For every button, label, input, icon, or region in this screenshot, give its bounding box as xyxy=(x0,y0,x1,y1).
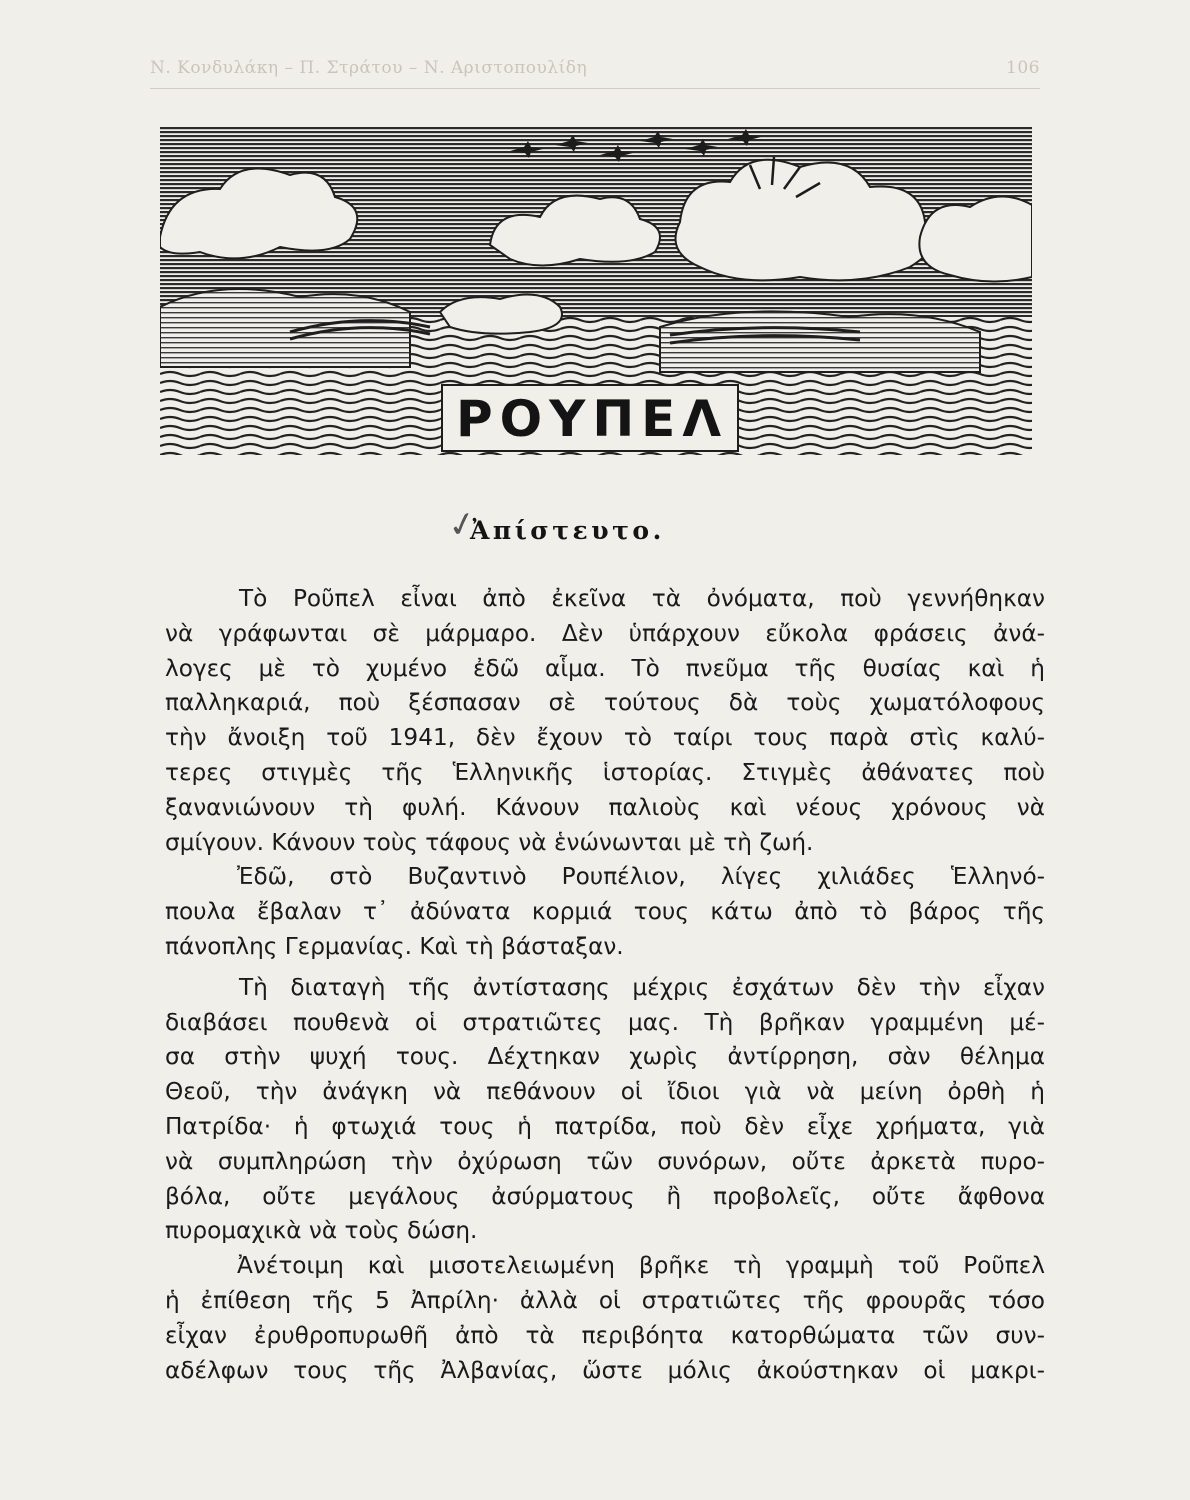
text-line: εἶχαν ἐρυθροπυρωθῆ ἀπὸ τὰ περιβόητα κατορθώματα τῶν συν- xyxy=(165,1321,1045,1349)
text-line: αδέλφων τους τῆς Ἀλβανίας, ὥστε μόλις ἀκούστηκαν οἱ μακρι- xyxy=(165,1356,1045,1384)
text-line: σμίγουν. Κάνουν τοὺς τάφους νὰ ἑνώνωνται μὲ τὴ ζωή. xyxy=(165,828,814,856)
pen-check-mark: ✓ xyxy=(444,502,481,548)
text-line: Τὸ Ροῦπελ εἶναι ἀπὸ ἐκεῖνα τὰ ὀνόματα, ποὺ γεννήθηκαν xyxy=(239,585,1045,612)
text-line: Τὴ διαταγὴ τῆς ἀντίστασης μέχρις ἐσχάτων δὲν τὴν εἶχαν xyxy=(239,973,1045,1001)
paragraph-3 xyxy=(165,971,1045,1249)
running-head xyxy=(150,58,1040,89)
text-line: νὰ συμπληρώση τὴν ὀχύρωση τῶν συνόρων, οὔτε ἀρκετὰ πυρο- xyxy=(165,1147,1045,1175)
page-number: 106 xyxy=(1006,58,1040,78)
text-line: διαβάσει πουθενὰ οἱ στρατιῶτες μας. Τὴ βρῆκαν γραμμένη μέ- xyxy=(165,1008,1045,1036)
text-line: παλληκαριά, ποὺ ξέσπασαν σὲ τούτους δὰ τοὺς χωματόλοφους xyxy=(165,689,1045,717)
text-line: Πατρίδα· ἡ φτωχιά τους ἡ πατρίδα, ποὺ δὲν εἶχε χρήματα, γιὰ xyxy=(165,1112,1045,1140)
text-line: τὴν ἄνοιξη τοῦ 1941, δὲν ἔχουν τὸ ταίρι τους παρὰ στὶς καλύ- xyxy=(165,724,1045,752)
text-line: λογες μὲ τὸ χυμένο ἐδῶ αἷμα. Τὸ πνεῦμα τῆς θυσίας καὶ ἡ xyxy=(165,654,1045,682)
section-heading: Ἀπίστευτο. xyxy=(470,516,665,545)
paragraph-1 xyxy=(165,582,1045,860)
text-line: Θεοῦ, τὴν ἀνάγκη νὰ πεθάνουν οἱ ἴδιοι γιὰ νὰ μείνη ὀρθὴ ἡ xyxy=(165,1078,1045,1106)
paragraph-2 xyxy=(165,860,1045,964)
running-head-authors: Ν. Κονδυλάκη – Π. Στράτου – Ν. Αριστοπουλίδη xyxy=(150,58,588,78)
text-line: πουλα ἔβαλαν τ᾽ ἀδύνατα κορμιά τους κάτω ἀπὸ τὸ βάρος τῆς xyxy=(165,898,1045,926)
text-line: πάνοπλης Γερμανίας. Καὶ τὴ βάσταξαν. xyxy=(165,932,624,960)
illustration-title: ΡΟΥΠΕΛ xyxy=(455,390,729,448)
paragraph-4 xyxy=(165,1249,1045,1388)
text-line: τερες στιγμὲς τῆς Ἑλληνικῆς ἱστορίας. Στιγμὲς ἀθάνατες ποὺ xyxy=(165,758,1045,786)
text-line: πυρομαχικὰ νὰ τοὺς δώση. xyxy=(165,1217,478,1245)
body-text xyxy=(165,582,1045,1388)
text-line: σα στὴν ψυχή τους. Δέχτηκαν χωρὶς ἀντίρρηση, σὰν θέλημα xyxy=(165,1043,1045,1071)
text-line: Ἀνέτοιμη καὶ μισοτελειωμένη βρῆκε τὴ γραμμὴ τοῦ Ροῦπελ xyxy=(237,1252,1045,1280)
text-line: ἡ ἐπίθεση τῆς 5 Ἀπρίλη· ἀλλὰ οἱ στρατιῶτες τῆς φρουρᾶς τόσο xyxy=(165,1286,1045,1314)
text-line: βόλα, οὔτε μεγάλους ἀσύρματους ἢ προβολεῖς, οὔτε ἄφθονα xyxy=(165,1182,1045,1210)
text-line: Ἐδῶ, στὸ Βυζαντινὸ Ρουπέλιον, λίγες χιλιάδες Ἑλληνό- xyxy=(237,863,1045,891)
text-line: ξανανιώνουν τὴ φυλή. Κάνουν παλιοὺς καὶ νέους χρόνους νὰ xyxy=(165,793,1045,821)
text-line: νὰ γράφωνται σὲ μάρμαρο. Δὲν ὑπάρχουν εὔκολα φράσεις ἀνά- xyxy=(165,619,1045,647)
